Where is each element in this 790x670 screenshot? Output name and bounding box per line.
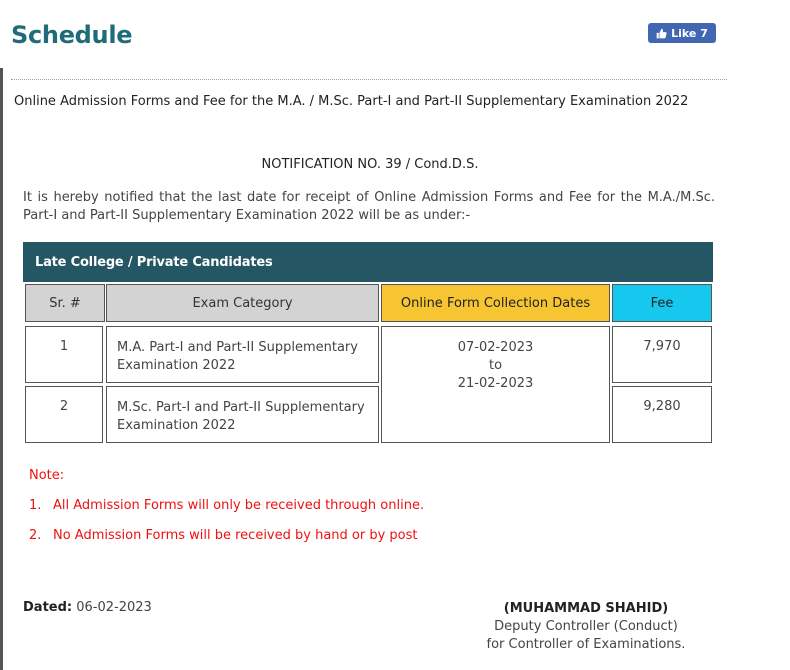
note-item: [29, 528, 418, 543]
note-number: 2.: [29, 528, 42, 543]
header-sr: Sr. #: [25, 284, 105, 322]
signatory-designation: Deputy Controller (Conduct): [494, 619, 678, 634]
notification-heading: NOTIFICATION NO. 39 / Cond.D.S.: [261, 157, 479, 172]
note-text: No Admission Forms will be received by hand or by post: [53, 528, 418, 543]
note-number: 1.: [29, 498, 42, 513]
table-cell-sr: 1: [25, 326, 103, 383]
dated-label: Dated:: [23, 600, 73, 615]
table-cell-sr: 2: [25, 386, 103, 443]
thumbs-up-icon: [656, 28, 667, 39]
note-title: Note:: [29, 468, 65, 483]
signatory-for: for Controller of Examinations.: [486, 637, 686, 652]
table-caption: Late College / Private Candidates: [23, 242, 713, 282]
date-separator: to: [488, 358, 503, 373]
like-label: Like 7: [671, 26, 708, 40]
table-cell-fee: 7,970: [612, 326, 712, 383]
date-from: 07-02-2023: [457, 340, 534, 355]
header-fee: Fee: [612, 284, 712, 322]
dated-line: [23, 600, 152, 615]
date-to: 21-02-2023: [457, 376, 534, 391]
page-subtitle: Online Admission Forms and Fee for the M.A. / M.Sc. Part-I and Part-II Supplementary Examination 2022: [14, 94, 689, 109]
schedule-table: [23, 242, 713, 447]
table-cell-dates: [381, 326, 610, 443]
signature-block: [470, 600, 702, 654]
signatory-name: (MUHAMMAD SHAHID): [503, 601, 669, 616]
table-cell-category: M.Sc. Part-I and Part-II Supplementary Examination 2022: [106, 386, 379, 443]
note-text: All Admission Forms will only be received through online.: [53, 498, 425, 513]
dotted-divider: [11, 79, 727, 80]
facebook-like-button[interactable]: [648, 23, 716, 43]
page-title: Schedule: [11, 21, 133, 49]
header-collection-dates: Online Form Collection Dates: [381, 284, 610, 322]
table-cell-category: M.A. Part-I and Part-II Supplementary Examination 2022: [106, 326, 379, 383]
table-cell-fee: 9,280: [612, 386, 712, 443]
note-item: [29, 498, 424, 513]
header-exam-category: Exam Category: [106, 284, 379, 322]
dated-value: 06-02-2023: [76, 600, 152, 615]
notification-intro: It is hereby notified that the last date for receipt of Online Admission Forms and Fee for the M.A./M.Sc. Part-I and Part-II Supplementary Examination 2022 will be as under:-: [23, 190, 715, 223]
